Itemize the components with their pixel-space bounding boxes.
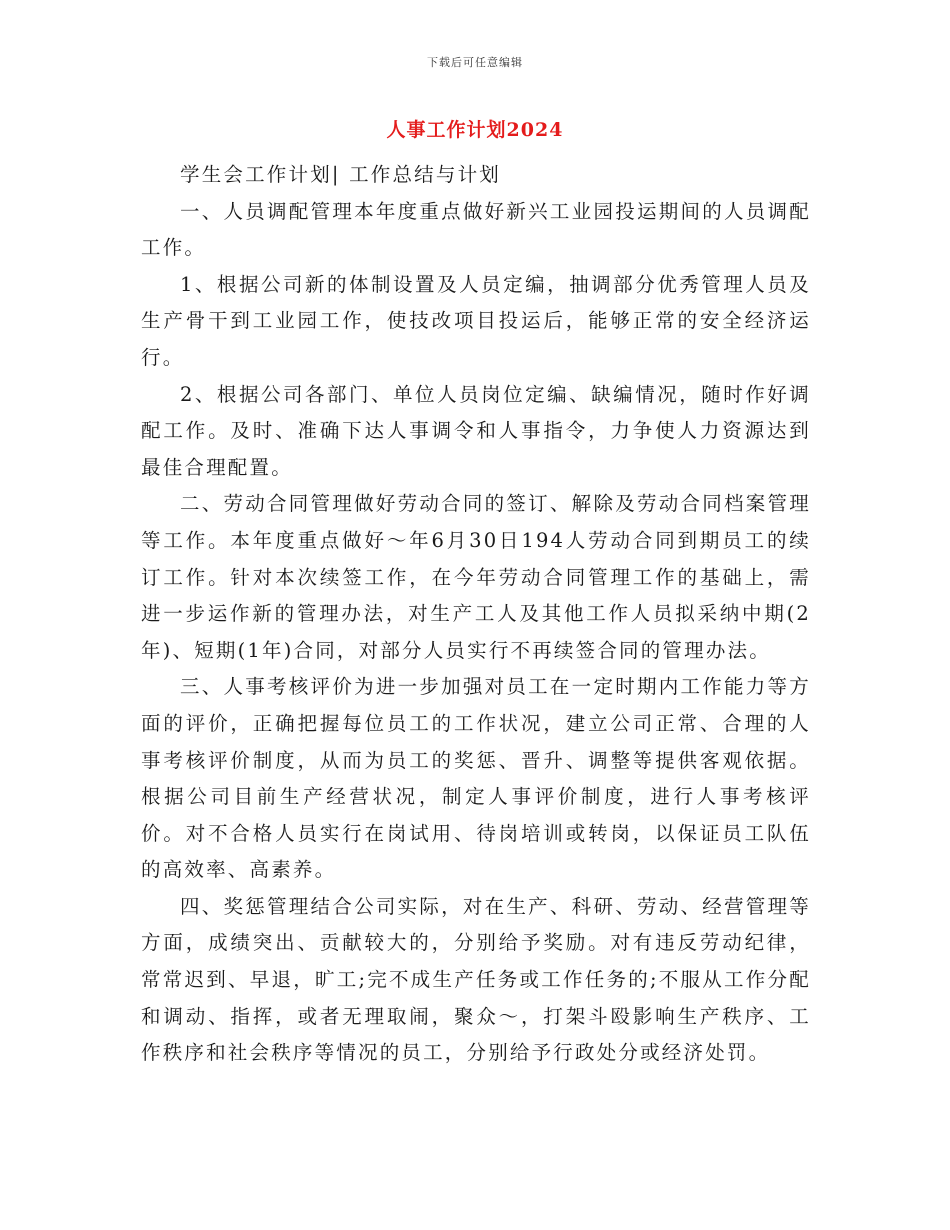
paragraph-labor-contract: 二、劳动合同管理做好劳动合同的签订、解除及劳动合同档案管理等工作。本年度重点做好～年6月30日194人劳动合同到期员工的续订工作。针对本次续签工作，在今年劳动合同管理工作的基础上，需进一步运作新的管理办法，对生产工人及其他工作人员拟采纳中期(2年)、短期(1年)合同，对部分人员实行不再续签合同的管理办法。 bbox=[141, 492, 811, 662]
paragraph-rewards-penalties: 四、奖惩管理结合公司实际，对在生产、科研、劳动、经营管理等方面，成绩突出、贡献较大的，分别给予奖励。对有违反劳动纪律，常常迟到、早退，旷工;完不成生产任务或工作任务的;不服从工作分配和调动、指挥，或者无理取闹，聚众～，打架斗殴影响生产秩序、工作秩序和社会秩序等情况的员工，分别给予行政处分或经济处罚。 bbox=[141, 894, 811, 1065]
document-body bbox=[141, 157, 811, 1072]
document-title: 人事工作计划2024 bbox=[386, 119, 564, 141]
paragraph-staffing: 一、人员调配管理本年度重点做好新兴工业园投运期间的人员调配工作。 bbox=[141, 199, 811, 260]
paragraph-staffing-item-1: 1、根据公司新的体制设置及人员定编，抽调部分优秀管理人员及生产骨干到工业园工作，使技改项目投运后，能够正常的安全经济运行。 bbox=[141, 272, 811, 369]
header-note: 下载后可任意编辑 bbox=[427, 56, 523, 69]
paragraph-subtitle: 学生会工作计划| 工作总结与计划 bbox=[180, 163, 501, 186]
paragraph-staffing-item-2: 2、根据公司各部门、单位人员岗位定编、缺编情况，随时作好调配工作。及时、准确下达人事调令和人事指令，力争使人力资源达到最佳合理配置。 bbox=[141, 382, 811, 479]
paragraph-evaluation: 三、人事考核评价为进一步加强对员工在一定时期内工作能力等方面的评价，正确把握每位员工的工作状况，建立公司正常、合理的人事考核评价制度，从而为员工的奖惩、晋升、调整等提供客观依据。根据公司目前生产经营状况，制定人事评价制度，进行人事考核评价。对不合格人员实行在岗试用、待岗培训或转岗，以保证员工队伍的高效率、高素养。 bbox=[141, 675, 811, 882]
